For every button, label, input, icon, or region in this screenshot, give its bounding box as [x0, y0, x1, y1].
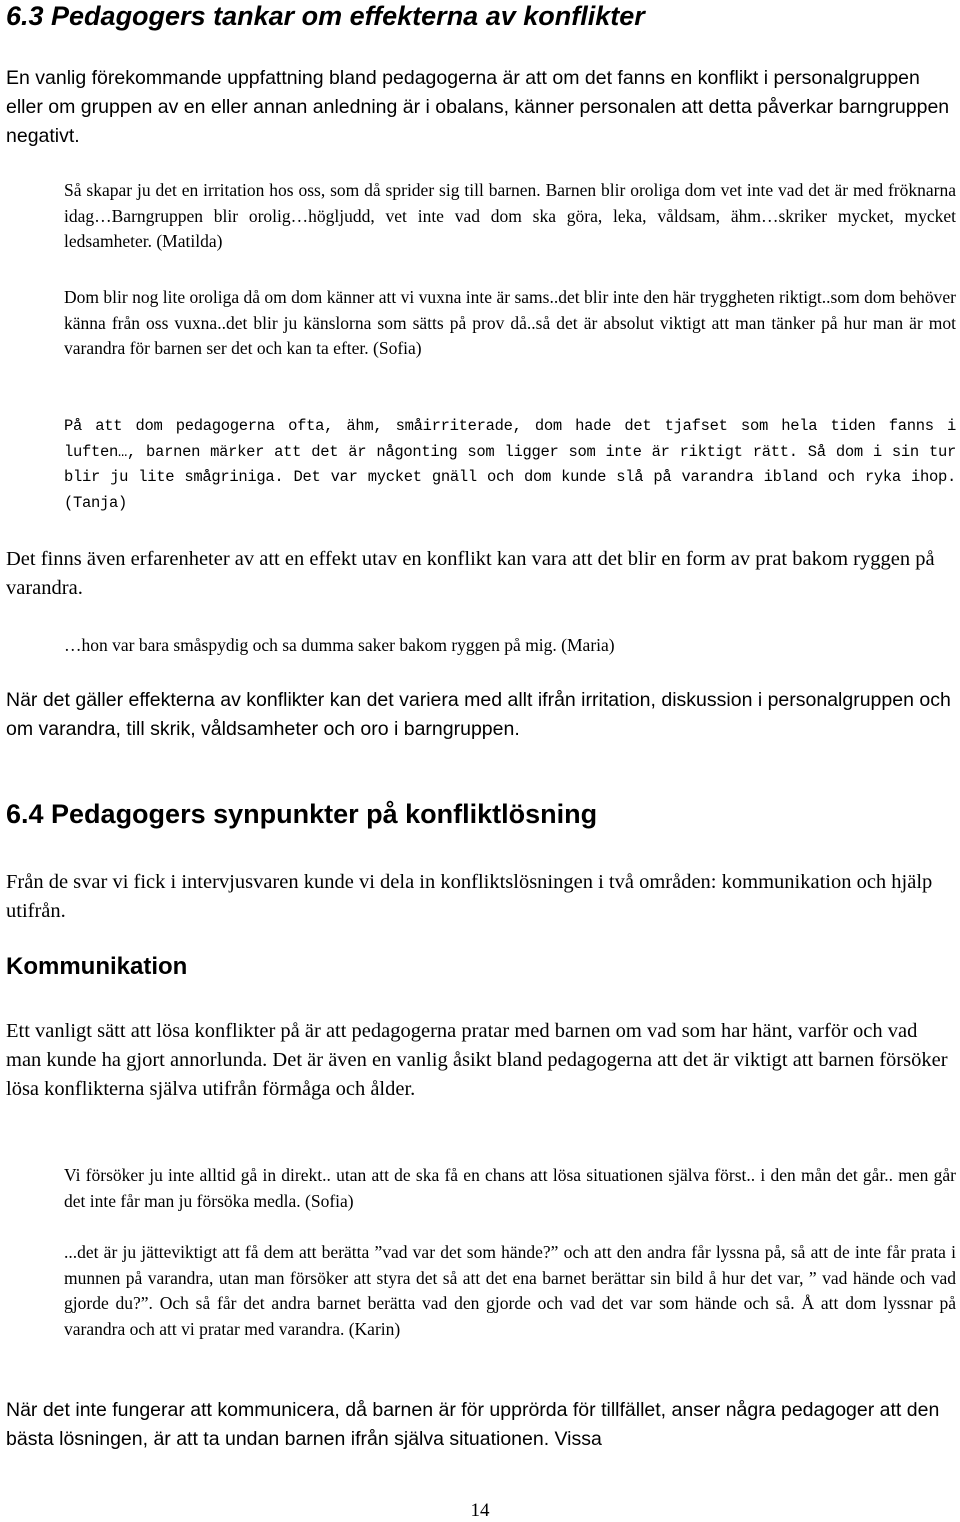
kommunikation-heading: Kommunikation	[6, 953, 188, 980]
quote-maria: …hon var bara småspydig och sa dumma saker bakom ryggen på mig. (Maria)	[64, 635, 615, 655]
quote-karin: ...det är ju jätteviktigt att få dem att berätta ”vad var det som hände?” och att den andra får lyssna på, så att de inte får prata i munnen på varandra, utan man försöker att styra det så att det ena barnet berättar sin bild å hur det var, ” vad hände och vad gjorde du?”. Och så får det andra barnet berätta vad den gjorde och vad det var som hände och så. Å att dom lyssnar på varandra och att vi pratar med varandra. (Karin)	[64, 1242, 956, 1339]
paragraph-effect: Det finns även erfarenheter av att en effekt utav en konflikt kan vara att det blir en form av prat bakom ryggen på varandra.	[6, 548, 935, 599]
quote-sofia: Dom blir nog lite oroliga då om dom känner att vi vuxna inte är sams..det blir inte den här tryggheten riktigt..som dom behöver känna från oss vuxna..det blir ju känslorna som sätts på prov då..så det är absolut viktigt att man tänker på hur man är mot varandra för barnen ser det och kan ta efter. (Sofia)	[64, 287, 956, 358]
paragraph-final: När det inte fungerar att kommunicera, då barnen är för upprörda för tillfället, anser några pedagoger att den bästa lösningen, är att ta undan barnen ifrån själva situationen. Vissa	[6, 1399, 940, 1450]
section-6-4-intro: Från de svar vi fick i intervjusvaren kunde vi dela in konfliktslösningen i två områden: kommunikation och hjälp utifrån.	[6, 871, 933, 922]
quote-matilda: Så skapar ju det en irritation hos oss, som då sprider sig till barnen. Barnen blir oroliga dom vet inte vad det är med fröknarna idag…Barngruppen blir orolig…högljudd, vet inte vad dom ska göra, leka, våldsam, ähm…skriker mycket, mycket ledsamheter. (Matilda)	[64, 180, 956, 251]
quote-tanja: På att dom pedagogerna ofta, ähm, småirriterade, dom hade det tjafset som hela tiden fanns i luften…, barnen märker att det är någonting som ligger som inte är riktigt rätt. Så dom i sin tur blir ju lite smågriniga. Det var mycket gnäll och dom kunde slå på varandra ibland och ryka ihop. (Tanja)	[64, 417, 956, 512]
paragraph-summary: När det gäller effekterna av konflikter kan det variera med allt ifrån irritation, diskussion i personalgruppen och om varandra, till skrik, våldsamheter och oro i barngruppen.	[6, 689, 951, 740]
page-number: 14	[470, 1500, 490, 1521]
quote-sofia-2: Vi försöker ju inte alltid gå in direkt.. utan att de ska få en chans att lösa situationen själva först.. i den mån det går.. men går det inte får man ju försöka medla. (Sofia)	[64, 1165, 956, 1211]
paragraph-kommunikation: Ett vanligt sätt att lösa konflikter på är att pedagogerna pratar med barnen om vad som har hänt, varför och vad man kunde ha gjort annorlunda. Det är även en vanlig åsikt bland pedagogerna att det är viktigt att barnen försöker lösa konflikterna själva utifrån förmåga och ålder.	[6, 1020, 948, 1100]
section-6-4-heading: 6.4 Pedagogers synpunkter på konfliktlösning	[6, 799, 598, 829]
section-6-3-intro: En vanlig förekommande uppfattning bland pedagogerna är att om det fanns en konflikt i personalgruppen eller om gruppen av en eller annan anledning är i obalans, känner personalen att detta påverkar barngruppen negativt.	[6, 67, 950, 147]
section-6-3-heading: 6.3 Pedagogers tankar om effekterna av konflikter	[6, 1, 645, 31]
